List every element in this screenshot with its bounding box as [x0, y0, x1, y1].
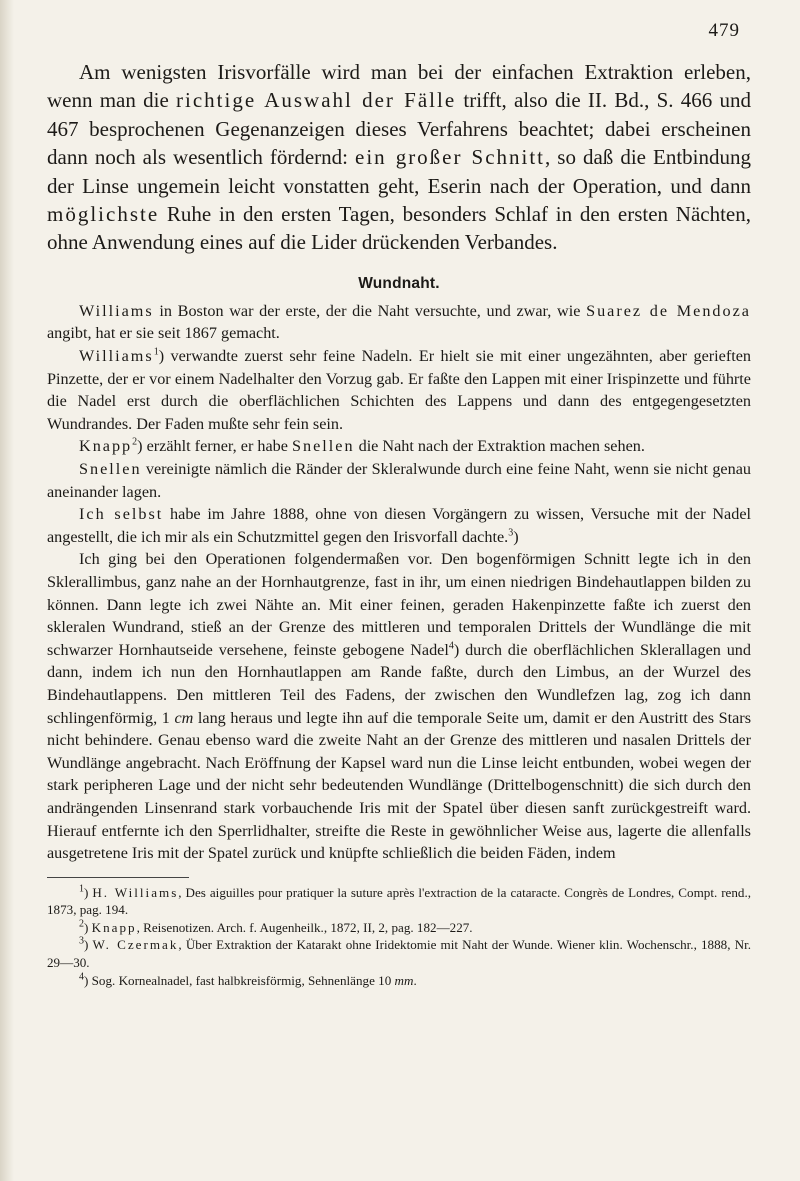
- author-williams: Williams: [79, 301, 154, 320]
- footnote-author: Knapp: [91, 919, 137, 935]
- author-snellen: Snellen: [79, 460, 142, 478]
- paragraph-knapp: [47, 435, 751, 458]
- footnote-author: W. Czermak: [92, 937, 179, 953]
- paragraph-text: vereinigte nämlich die Ränder der Skleralwunde durch eine feine Naht, wenn sie nicht genau aneinander lagen.: [47, 460, 751, 501]
- paragraph-text: Ich ging bei den Operationen folgendermaßen vor. Den bogenförmigen Schnitt legte ich in den Sklerallimbus, ganz nahe an der Hornhautgrenze, fast in ihr, um einen niedrigen Bindehautlappen bilden zu können. Dann legte ich zwei Nähte an. Mit einer feinen, geraden Hakenpinzette faßte ich zuerst den skleralen Wundrand, stieß an der Grenze des mittleren und temporalen Drittels der Wundlänge die mit schwarzer Hornhautseide versehene, feinste gebogene Nadel: [47, 550, 751, 659]
- footnote-1: $^1$) H. Williams, Des aiguilles pour pratiquer la suture après l'extraction de la cataracte. Congrès de Londres, Compt. rend., 1873, pag. 194.: [47, 883, 752, 918]
- author-williams: Williams: [79, 347, 154, 366]
- footnote-text: , Des aiguilles pour pratiquer la suture après l'extraction de la cataracte. Congrès de Londres, Compt. rend., 1873, pag. 194.: [47, 884, 752, 918]
- section-heading: Wundnaht.: [358, 274, 440, 292]
- lead-text-1: Am wenigsten Irisvorfälle wird man bei der einfachen Extraktion erleben, wenn man die: [47, 60, 751, 113]
- paragraph-text: habe im Jahre 1888, ohne von diesen Vorgängern zu wissen, Versuche mit der Nadel angestellt, die ich mir als ein Schutzmittel gegen den Irisvorfall dachte.: [47, 505, 751, 546]
- lead-text-2: trifft, also die II. Bd., S. 466 und 467 besprochenen Gegenanzeigen dieses Verfahrens beachtet; dabei erscheinen dann noch als wesentlich fördernd:: [47, 88, 751, 170]
- author-snellen: Snellen: [291, 437, 355, 456]
- unit-mm: mm: [394, 972, 414, 988]
- paragraph-ich-selbst: [47, 503, 751, 548]
- paragraph-procedure: [47, 548, 751, 864]
- page-number: 479: [708, 20, 740, 41]
- footnote-marker: 3: [79, 936, 84, 948]
- paragraph-text: ) verwandte zuerst sehr feine Nadeln. Er hielt sie mit einer ungezähnten, aber gerieften Pinzette, der er vor einem Nadelhalter den Vorzug gab. Er faßte den Lappen mit einer Irispinzette und führte die Nadel erst durch die oberflächlichen Schichten des Lappens und dann des entgegengesetzten Wundrandes. Der Faden mußte sehr fein sein.: [47, 347, 751, 433]
- paragraph-williams-boston: [47, 300, 751, 345]
- footnote-marker: 4: [79, 971, 84, 983]
- footnote-text: , Über Extraktion der Katarakt ohne Iridektomie mit Naht der Wunde. Wiener klin. Wochenschr., 1888, Nr. 29—30.: [47, 937, 751, 971]
- footnote-text: , Reisenotizen. Arch. f. Augenheilk., 1872, II, 2, pag. 182—227.: [136, 919, 473, 935]
- footnote-ref: 4: [448, 640, 454, 652]
- paragraph-text: die Naht nach der Extraktion machen sehen.: [354, 437, 645, 456]
- footnote-marker: 2: [79, 918, 84, 930]
- lead-text-3: , so daß die Entbindung der Linse ungemein leicht vonstatten geht, Eserin nach der Operation, und dann: [47, 145, 752, 198]
- footnote-divider: [47, 877, 189, 878]
- footnote-ref: 2: [132, 437, 138, 449]
- footnote-4: $^4$) Sog. Kornealnadel, fast halbkreisförmig, Sehnenlänge 10 mm.: [79, 971, 417, 988]
- footnote-text: Sog. Kornealnadel, fast halbkreisförmig, Sehnenlänge 10: [91, 972, 395, 988]
- author-suarez-de-mendoza: Suarez de Mendoza: [586, 301, 751, 320]
- footnote-marker: 1: [79, 883, 84, 895]
- lead-emphasis-incision: ein großer Schnitt: [355, 145, 546, 170]
- author-knapp: Knapp: [79, 437, 133, 456]
- paragraph-text: in Boston war der erste, der die Naht versuchte, und zwar, wie: [153, 301, 587, 320]
- paragraph-snellen: [47, 458, 751, 503]
- paragraph-text: lang heraus und legte ihn auf die temporale Seite um, damit er den Austritt des Stars nicht behindere. Genau ebenso ward die zweite Naht an der Grenze des mittleren und nasalen Drittels der Wundlänge angebracht. Nach Eröffnung der Kapsel ward nun die Linse leicht entbunden, wobei wegen der stark peripheren Lage und der nicht sehr bedeutenden Wundlänge (Drittelbogenschnitt) die sich durch den andrängenden Linsenrand stark vorbauchende Iris mit der Spatel über diesen sanft zurückgestreift ward. Hierauf entfernte ich den Sperrlidhalter, streifte die Reste in gewöhnlicher Weise aus, lagerte die allenfalls ausgetretene Iris mit der Spatel zurück und knüpfte schließlich die beiden Fäden, indem: [47, 708, 751, 863]
- footnote-tail: .: [413, 972, 417, 988]
- lead-emphasis-rest: möglichste: [47, 202, 160, 227]
- lead-text-4: Ruhe in den ersten Tagen, besonders Schlaf in den ersten Nächten, ohne Anwendung eines auf die Lider drückenden Verbandes.: [47, 202, 751, 255]
- paragraph-williams-needles: [47, 345, 751, 435]
- lead-emphasis-selection: richtige Auswahl der Fälle: [176, 88, 457, 113]
- page-content: [47, 58, 751, 989]
- paragraph-text: ): [513, 527, 519, 546]
- unit-cm: cm: [174, 708, 194, 727]
- footnote-ref: 1: [153, 346, 159, 358]
- footnote-author: H. Williams: [92, 884, 179, 900]
- paragraph-text: ) erzählt ferner, er habe: [137, 437, 292, 456]
- footnote-3: $^3$) W. Czermak, Über Extraktion der Katarakt ohne Iridektomie mit Naht der Wunde. Wiener klin. Wochenschr., 1888, Nr. 29—30.: [47, 936, 751, 971]
- emphasis-ich-selbst: Ich selbst: [79, 505, 164, 524]
- footnote-2: $^2$) Knapp, Reisenotizen. Arch. f. Augenheilk., 1872, II, 2, pag. 182—227.: [79, 918, 473, 935]
- footnote-ref: 3: [508, 527, 514, 539]
- paragraph-text: ) durch die oberflächlichen Sklerallagen und dann, indem ich nun den Hornhautlappen am Rande faßte, durch den Limbus, an der Wurzel des Bindehautlappens. Den mittleren Teil des Fadens, der zwischen den Wundlefzen lag, zog ich dann schlingenförmig, 1: [47, 640, 751, 727]
- page-edge-shadow: [0, 0, 14, 1181]
- lead-paragraph: [47, 58, 751, 257]
- paragraph-text: angibt, hat er sie seit 1867 gemacht.: [47, 324, 280, 343]
